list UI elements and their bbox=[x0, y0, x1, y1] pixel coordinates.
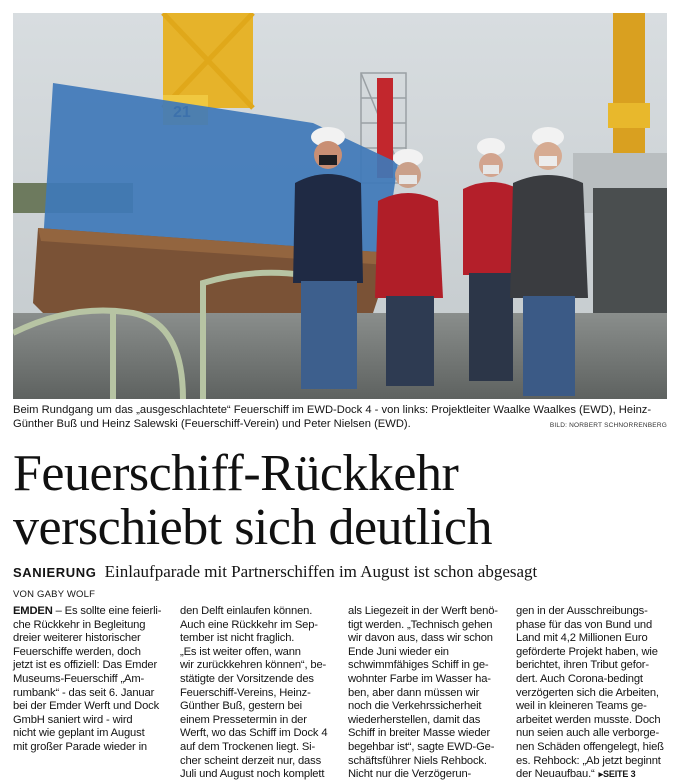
headline-line-1: Feuerschiff-Rückkehr bbox=[13, 445, 459, 502]
text-line: – Es sollte eine feierli- bbox=[55, 605, 162, 617]
text-line: „Es ist weiter offen, wann bbox=[180, 645, 301, 658]
text-line: der Neuaufbau.“ bbox=[516, 768, 595, 781]
text-line: den Delft einlaufen können. bbox=[180, 605, 313, 617]
text-line: schwimmfähiges Schiff in ge- bbox=[348, 659, 489, 672]
text-line: arbeitet werden musste. Doch bbox=[516, 713, 661, 726]
article-photo bbox=[13, 13, 667, 399]
crane-left bbox=[163, 13, 253, 108]
text-line: wiederherstellen, damit das bbox=[348, 713, 481, 726]
text-line: che Rückkehr in Begleitung bbox=[13, 618, 146, 631]
text-line: Land mit 4,2 Millionen Euro bbox=[516, 632, 648, 645]
text-line: gen in der Ausschreibungs- bbox=[516, 605, 648, 617]
headline bbox=[13, 447, 673, 555]
text-line: tember ist nicht fraglich. bbox=[180, 632, 295, 645]
text-line: phase für das von Bund und bbox=[516, 618, 653, 631]
text-line: nicht wie geplant im August bbox=[13, 727, 145, 740]
continued-page-link[interactable]: ▸SEITE 3 bbox=[598, 769, 636, 780]
text-line: Schiff in breiter Masse wieder bbox=[348, 727, 491, 740]
text-line: verzögerten sich die Arbeiten, bbox=[516, 686, 659, 699]
text-line: berichtet, ihren Tribut gefor- bbox=[516, 659, 649, 672]
text-line: dert. Auch Corona-bedingt bbox=[516, 672, 643, 685]
text-line: noch die Verkehrssicherheit bbox=[348, 700, 482, 713]
text-line: Museums-Feuerschiff „Am- bbox=[13, 672, 145, 685]
text-line: es. Rehbock: „Ab jetzt beginnt bbox=[516, 754, 661, 767]
article-column-3 bbox=[348, 605, 501, 782]
text-line: Auch eine Rückkehr im Sep- bbox=[180, 618, 318, 631]
text-line: Günther Buß, gestern bei bbox=[180, 700, 303, 713]
text-line: auf dem Trockenen liegt. Si- bbox=[180, 740, 316, 753]
byline: VON GABY WOLF bbox=[13, 589, 96, 600]
text-line: Feuerschiffe werden, doch bbox=[13, 645, 141, 658]
text-line: einem Pressetermin in der bbox=[180, 713, 307, 726]
text-line: als Liegezeit in der Werft benö- bbox=[348, 605, 498, 617]
text-line: nen Schäden offengelegt, hieß bbox=[516, 740, 664, 753]
text-line: cher scheint derzeit nur, dass bbox=[180, 754, 322, 767]
shipyard-photo bbox=[13, 13, 667, 399]
text-line: Werft, wo das Schiff im Dock 4 bbox=[180, 727, 328, 740]
text-line: schäftsführer Niels Rehbock. bbox=[348, 754, 487, 767]
headline-line-2: verschiebt sich deutlich bbox=[13, 499, 492, 556]
text-line: weil in kleineren Teams ge- bbox=[516, 700, 647, 713]
text-line: tigt werden. „Technisch gehen bbox=[348, 618, 493, 631]
text-line: dreier weiterer historischer bbox=[13, 632, 141, 645]
text-line: mit großer Parade wieder in bbox=[13, 740, 147, 753]
text-line: wir davon aus, dass wir schon bbox=[348, 632, 493, 645]
subheadline bbox=[13, 562, 673, 583]
caption-text: Beim Rundgang um das „ausgeschlachtete“ Feuerschiff im EWD-Dock 4 - von links: Projektleiter Waalke Waalkes (EWD), Heinz-Günther Buß und Heinz Salewski (Feuerschiff-Verein) und Peter Nielsen (EWD). bbox=[13, 404, 652, 430]
dateline: EMDEN bbox=[13, 605, 53, 617]
photo-credit: BILD: NORBERT SCHNORRENBERG bbox=[549, 422, 667, 429]
text-line: Nicht nur die Verzögerun- bbox=[348, 768, 472, 781]
subheadline-text: Einlaufparade mit Partnerschiffen im August ist schon abgesagt bbox=[104, 562, 538, 581]
text-line: GmbH saniert wird - wird bbox=[13, 713, 133, 726]
text-line: Juli und August noch komplett bbox=[180, 768, 325, 781]
topic-kicker: SANIERUNG bbox=[13, 565, 97, 580]
photo-caption bbox=[13, 403, 667, 431]
article-column-1 bbox=[13, 605, 166, 755]
text-line: begehbar ist“, sagte EWD-Ge- bbox=[348, 740, 495, 753]
text-line: ben, aber dann müssen wir bbox=[348, 686, 480, 699]
text-line: wohnter Farbe im Wasser ha- bbox=[348, 672, 491, 685]
text-line: wir zurückkehren können“, be- bbox=[180, 659, 327, 672]
text-line: Feuerschiff-Vereins, Heinz- bbox=[180, 686, 311, 699]
continued-page-label: SEITE 3 bbox=[602, 769, 636, 780]
article-column-4 bbox=[516, 605, 669, 782]
text-line: rumbank“ - das seit 6. Januar bbox=[13, 686, 155, 699]
text-line: stätigte der Vorsitzende des bbox=[180, 672, 314, 685]
text-line: bei der Emder Werft und Dock bbox=[13, 700, 160, 713]
text-line: geförderte Projekt haben, wie bbox=[516, 645, 658, 658]
text-line: Ende Juni wieder ein bbox=[348, 645, 449, 658]
text-line: jetzt ist es offiziell: Das Emder bbox=[13, 659, 158, 672]
article-body bbox=[13, 605, 669, 781]
text-line: nun seien auch alle verborge- bbox=[516, 727, 660, 740]
article-column-2 bbox=[180, 605, 333, 782]
